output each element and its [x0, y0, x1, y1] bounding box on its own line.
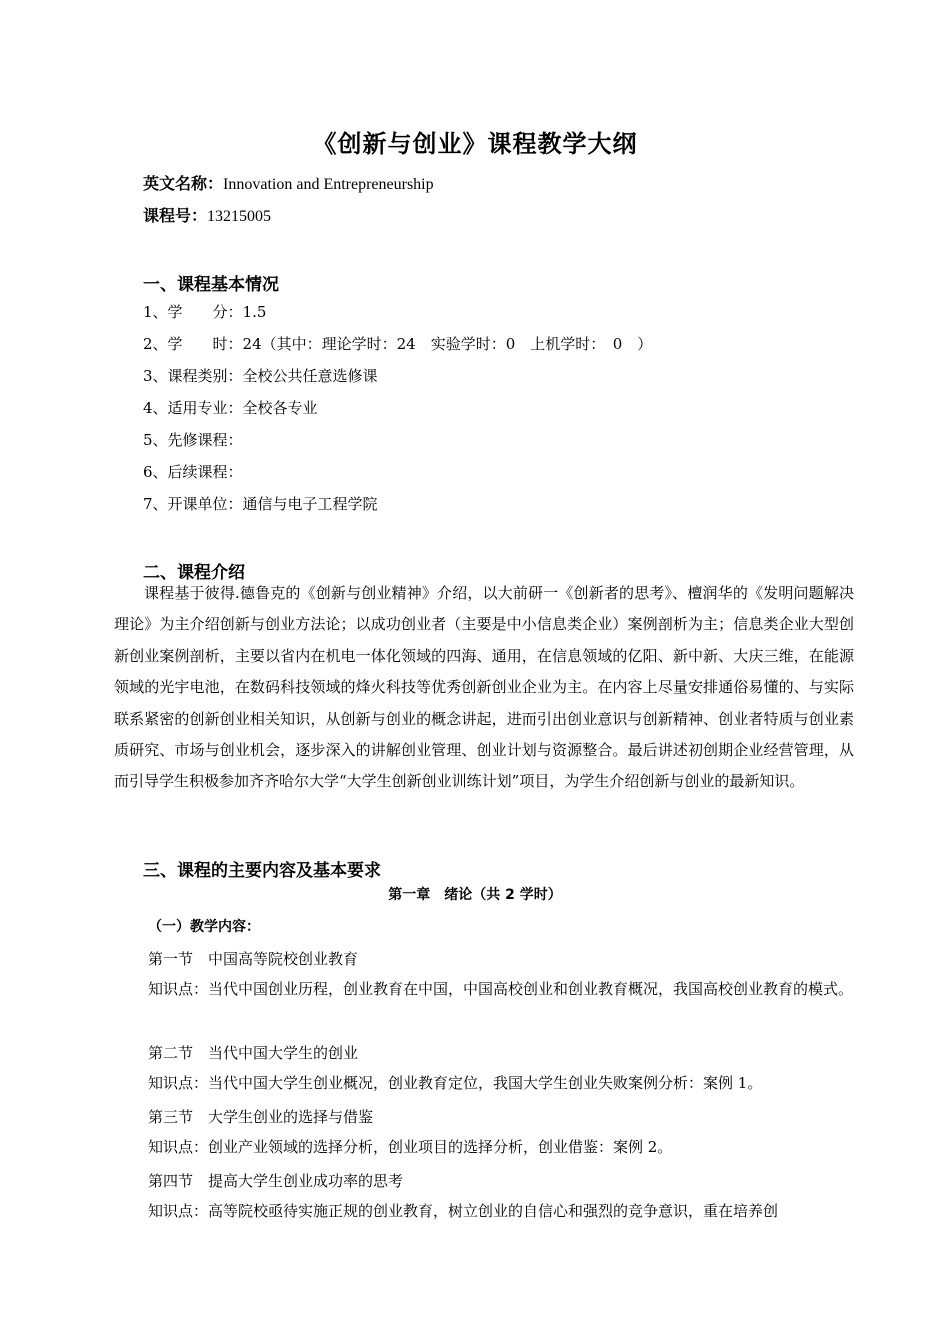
knowledge-points: 知识点：高等院校亟待实施正规的创业教育，树立创业的自信心和强烈的竞争意识，重在培养创 [148, 1202, 779, 1220]
english-name-line [143, 174, 434, 195]
basic-info-item: 5、先修课程： [143, 431, 243, 449]
section-title: 第一节 中国高等院校创业教育 [148, 950, 359, 968]
section2-heading: 二、课程介绍 [143, 563, 245, 583]
basic-info-item: 6、后续课程： [143, 463, 243, 481]
basic-info-item: 1、学 分：1.5 [143, 303, 267, 321]
basic-info-item: 2、学 时：24（其中：理论学时：24 实验学时：0 上机学时： 0 ） [143, 335, 653, 353]
course-number-label: 课程号： [143, 206, 208, 225]
section-title: 第四节 提高大学生创业成功率的思考 [148, 1172, 404, 1190]
course-intro-paragraph: 课程基于彼得.德鲁克的《创新与创业精神》介绍，以大前研一《创新者的思考》、檀润华的《发明问题解决理论》为主介绍创新与创业方法论；以成功创业者（主要是中小信息类企业）案例剖析为主；信息类企业大型创新创业案例剖析，主要以省内在机电一体化领域的四海、通用，在信息领域的亿阳、新中新、大庆三维，在能源领域的光宇电池，在数码科技领域的烽火科技等优秀创新创业企业为主。在内容上尽量安排通俗易懂的、与实际联系紧密的创新创业相关知识，从创新与创业的概念讲起，进而引出创业意识与创新精神、创业者特质与创业素质研究、市场与创业机会，逐步深入的讲解创业管理、创业计划与资源整合。最后讲述初创期企业经营管理，从而引导学生积极参加齐齐哈尔大学“大学生创新创业训练计划”项目，为学生介绍创新与创业的最新知识。 [114, 584, 854, 791]
knowledge-points: 知识点：创业产业领域的选择分析，创业项目的选择分析，创业借鉴：案例 2。 [148, 1138, 673, 1156]
section-title: 第三节 大学生创业的选择与借鉴 [148, 1108, 374, 1126]
knowledge-points: 知识点：当代中国大学生创业概况，创业教育定位，我国大学生创业失败案例分析：案例 1。 [148, 1074, 763, 1092]
teaching-content-subheading: （一）教学内容： [148, 919, 260, 935]
basic-info-item: 3、课程类别：全校公共任意选修课 [143, 367, 378, 385]
basic-info-item: 7、开课单位：通信与电子工程学院 [143, 495, 378, 513]
basic-info-item: 4、适用专业：全校各专业 [143, 399, 318, 417]
course-number-value: 13215005 [207, 208, 272, 225]
english-name-label: 英文名称： [143, 174, 224, 193]
document-title: 《创新与创业》课程教学大纲 [312, 130, 638, 158]
english-name-value: Innovation and Entrepreneurship [223, 176, 434, 193]
section1-heading: 一、课程基本情况 [143, 275, 279, 295]
course-number-line [143, 206, 271, 227]
chapter-title: 第一章 绪论（共 2 学时） [388, 887, 562, 903]
knowledge-points: 知识点：当代中国创业历程，创业教育在中国，中国高校创业和创业教育概况，我国高校创业教育的模式。 [148, 980, 854, 998]
section3-heading: 三、课程的主要内容及基本要求 [143, 861, 381, 881]
section-title: 第二节 当代中国大学生的创业 [148, 1044, 359, 1062]
